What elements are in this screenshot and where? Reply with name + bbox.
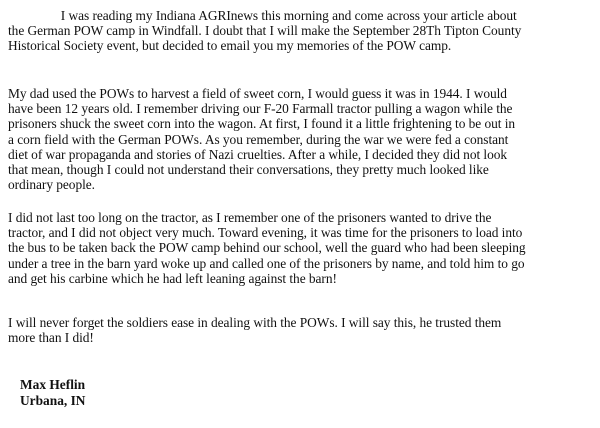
text-line: prisoners shuck the sweet corn into the wagon. At first, I found it a little frightening to be out in bbox=[8, 116, 516, 132]
paragraph-intro bbox=[8, 8, 592, 54]
text-line: the German POW camp in Windfall. I doubt that I will make the September 28Th Tipton County bbox=[8, 23, 522, 39]
text-line: I will never forget the soldiers ease in dealing with the POWs. I will say this, he trusted them bbox=[8, 315, 502, 330]
text-line: I was reading my Indiana AGRInews this morning and come across your article about bbox=[8, 8, 517, 23]
text-line: have been 12 years old. I remember driving our F-20 Farmall tractor pulling a wagon while the bbox=[8, 101, 513, 117]
text-line: My dad used the POWs to harvest a field of sweet corn, I would guess it was in 1944. I would bbox=[8, 86, 507, 101]
text-line: ordinary people. bbox=[8, 177, 95, 193]
text-line: diet of war propaganda and stories of Nazi cruelties. After a while, I decided they did not look bbox=[8, 146, 508, 162]
text-line: a corn field with the German POWs. As you remember, during the war we were fed a constant bbox=[8, 131, 509, 147]
paragraph-harvest bbox=[8, 86, 592, 192]
text-line: and get his carbine which he had left leaning against the barn! bbox=[8, 270, 337, 286]
text-line: more than I did! bbox=[8, 330, 94, 346]
text-line: the bus to be taken back the POW camp behind our school, well the guard who had been sleeping bbox=[8, 240, 526, 256]
text-line: under a tree in the barn yard woke up and called one of the prisoners by name, and told him to go bbox=[8, 255, 525, 271]
text-line: Historical Society event, but decided to email you my memories of the POW camp. bbox=[8, 38, 452, 54]
text-line: tractor, and I did not object very much. Toward evening, it was time for the prisoners to load into bbox=[8, 225, 523, 241]
text-line: I did not last too long on the tractor, as I remember one of the prisoners wanted to drive the bbox=[8, 210, 492, 225]
paragraph-closing bbox=[8, 315, 592, 345]
signature-name: Max Heflin bbox=[20, 377, 86, 392]
text-line: that mean, though I could not understand their conversations, they pretty much looked like bbox=[8, 162, 489, 178]
paragraph-tractor bbox=[8, 210, 592, 286]
signature-location: Urbana, IN bbox=[20, 393, 86, 408]
